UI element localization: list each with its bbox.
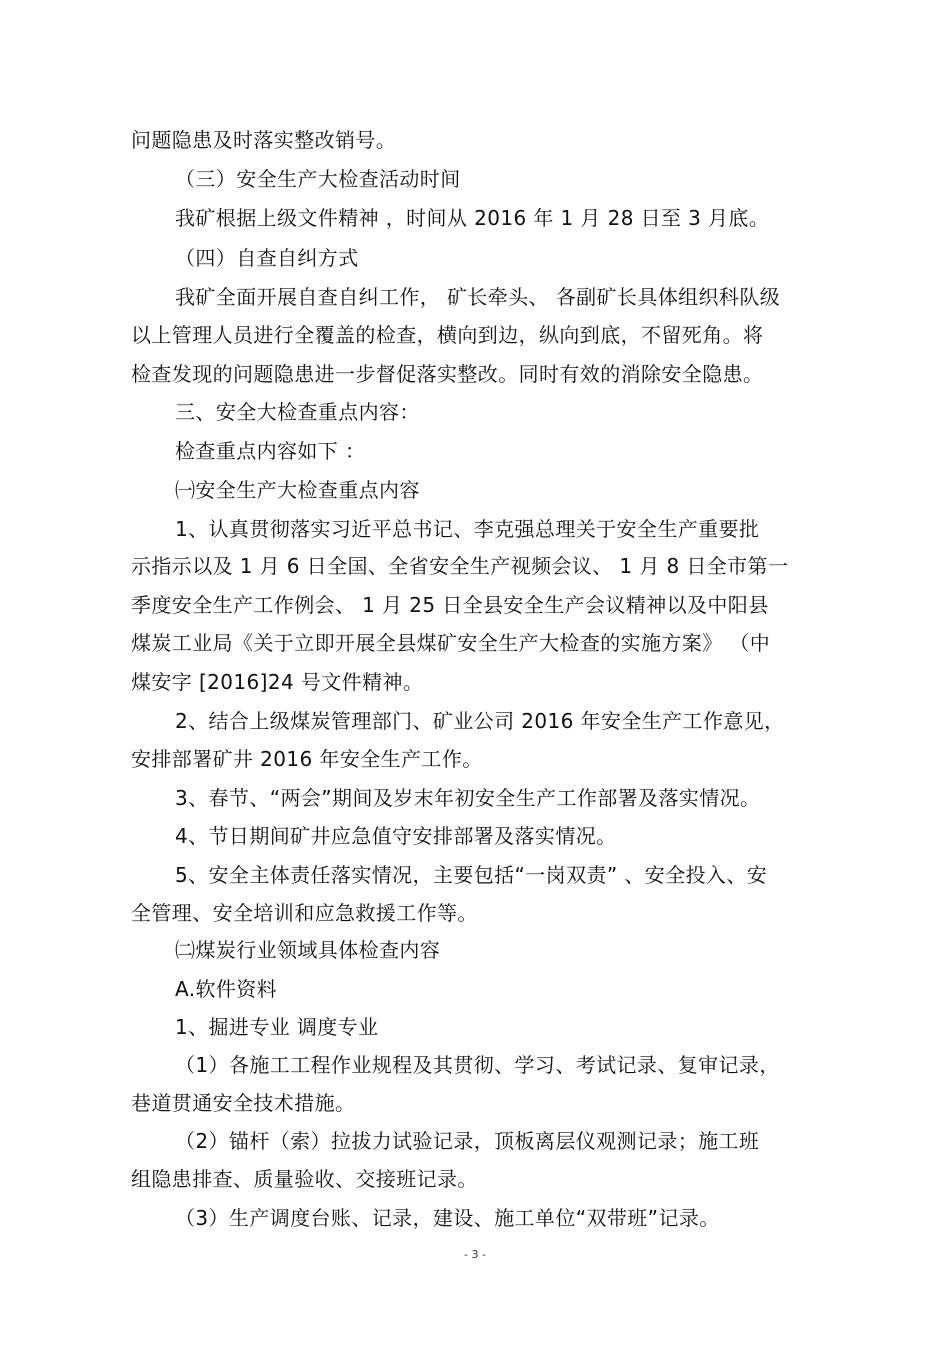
list-item: 4、节日期间矿井应急值守安排部署及落实情况。 <box>175 824 617 848</box>
text-line: 煤炭工业局《关于立即开展全县煤矿安全生产大检查的实施方案》 （中 <box>131 631 771 655</box>
list-item: （3）生产调度台账、记录，建设、施工单位“双带班”记录。 <box>175 1206 720 1230</box>
subsection-heading: ㈡煤炭行业领域具体检查内容 <box>175 938 441 962</box>
section-heading: （三）安全生产大检查活动时间 <box>175 167 461 191</box>
list-item: 5、安全主体责任落实情况，主要包括“一岗双责” 、安全投入、安 <box>175 863 768 887</box>
text-line: 示指示以及 1 月 6 日全国、全省安全生产视频会议、 1 月 8 日全市第一 <box>131 554 789 578</box>
text-line: 组隐患排查、质量验收、交接班记录。 <box>131 1167 478 1191</box>
list-item: （1）各施工工程作业规程及其贯彻、学习、考试记录、复审记录， <box>175 1053 780 1077</box>
text-line: 我矿全面开展自查自纠工作， 矿长牵头、 各副矿长具体组织科队级 <box>175 285 781 309</box>
text-line: 检查发现的问题隐患进一步督促落实整改。同时有效的消除安全隐患。 <box>131 362 764 386</box>
list-item: （2）锚杆（索）拉拔力试验记录，顶板离层仪观测记录；施工班 <box>175 1129 760 1153</box>
subsection-heading: ㈠安全生产大检查重点内容 <box>175 478 420 502</box>
text-line: 以上管理人员进行全覆盖的检查，横向到边，纵向到底，不留死角。将 <box>131 323 764 347</box>
list-item: 1、认真贯彻落实习近平总书记、李克强总理关于安全生产重要批 <box>175 517 760 541</box>
text-line: 全管理、安全培训和应急救援工作等。 <box>131 901 478 925</box>
section-heading: （四）自查自纠方式 <box>175 246 359 270</box>
text-line: 巷道贯通安全技术措施。 <box>131 1091 356 1115</box>
section-heading: 三、安全大检查重点内容： <box>175 400 420 424</box>
list-item: 1、掘进专业 调度专业 <box>175 1015 379 1039</box>
text-line: 安排部署矿井 2016 年安全生产工作。 <box>131 747 483 771</box>
text-line: A.软件资料 <box>175 977 278 1001</box>
text-line: 季度安全生产工作例会、 1 月 25 日全县安全生产会议精神以及中阳县 <box>131 593 769 617</box>
list-item: 3、春节、“两会”期间及岁末年初安全生产工作部署及落实情况。 <box>175 786 761 810</box>
text-line: 煤安字 [2016]24 号文件精神。 <box>131 670 424 694</box>
page-number: - 3 - <box>464 1248 486 1261</box>
text-line: 我矿根据上级文件精神 ，时间从 2016 年 1 月 28 日至 3 月底。 <box>175 206 770 230</box>
list-item: 2、结合上级煤炭管理部门、矿业公司 2016 年安全生产工作意见， <box>175 709 785 733</box>
text-line: 检查重点内容如下 ： <box>175 439 366 463</box>
text-line: 问题隐患及时落实整改销号。 <box>131 128 397 152</box>
